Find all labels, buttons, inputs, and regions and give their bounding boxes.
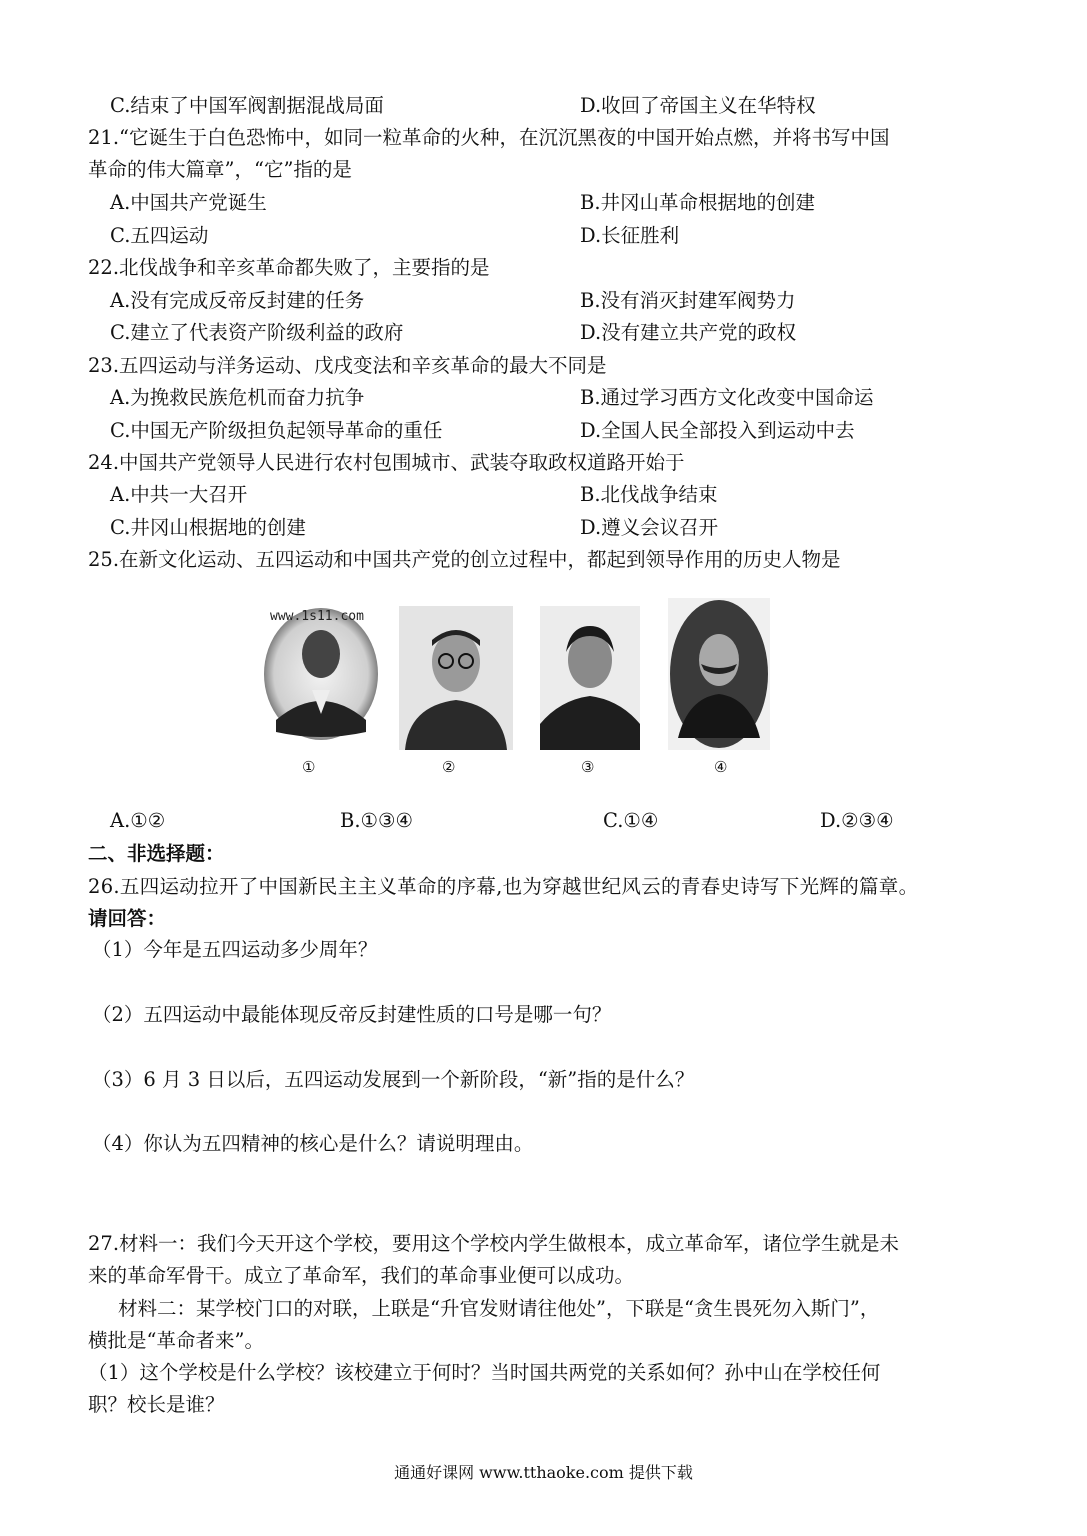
portrait-photo-2: [399, 606, 513, 750]
page-footer: 通通好课网 www.tthaoke.com 提供下载: [394, 1463, 693, 1482]
q24-option-a: A.中共一大召开: [110, 483, 248, 506]
q22-option-a: A.没有完成反帝反封建的任务: [110, 289, 365, 312]
q27-material1-line1: 27.材料一：我们今天开这个学校，要用这个学校内学生做根本，成立革命军，诸位学生就是未: [88, 1232, 900, 1255]
q22-option-c: C.建立了代表资产阶级利益的政府: [110, 321, 404, 344]
photo-label-4: ④: [714, 758, 728, 776]
q25-stem: 25.在新文化运动、五四运动和中国共产党的创立过程中，都起到领导作用的历史人物是: [88, 548, 841, 571]
q21-option-a: A.中国共产党诞生: [110, 191, 267, 214]
photo-label-1: ①: [302, 758, 316, 776]
q26-sub3: （3）6 月 3 日以后，五四运动发展到一个新阶段，“新”指的是什么？: [92, 1068, 695, 1091]
q23-stem: 23.五四运动与洋务运动、戊戌变法和辛亥革命的最大不同是: [88, 354, 607, 377]
q25-option-d: D.②③④: [820, 809, 894, 832]
q27-material2-line1: 材料二：某学校门口的对联，上联是“升官发财请往他处”，下联是“贪生畏死勿入斯门”，: [118, 1297, 880, 1320]
q27-material2-line2: 横批是“革命者来”。: [88, 1329, 264, 1352]
q24-option-b: B.北伐战争结束: [580, 483, 718, 506]
q24-option-d: D.遵义会议召开: [580, 516, 719, 539]
q20-option-c: C.结束了中国军阀割据混战局面: [110, 94, 384, 117]
photo-label-3: ③: [581, 758, 595, 776]
q22-option-d: D.没有建立共产党的政权: [580, 321, 797, 344]
q25-option-b: B.①③④: [340, 809, 413, 832]
portrait-2-image: [399, 606, 513, 750]
q23-option-c: C.中国无产阶级担负起领导革命的重任: [110, 419, 443, 442]
q27-sub1-line2: 职？校长是谁？: [88, 1393, 225, 1416]
portrait-4-image: [668, 598, 770, 750]
portrait-3-image: [540, 606, 640, 750]
q23-option-a: A.为挽救民族危机而奋力抗争: [110, 386, 365, 409]
photo-watermark: www.1s11.com: [270, 609, 364, 624]
q27-sub1-line1: （1）这个学校是什么学校？该校建立于何时？当时国共两党的关系如何？孙中山在学校任何: [88, 1361, 881, 1384]
q22-option-b: B.没有消灭封建军阀势力: [580, 289, 796, 312]
q21-option-d: D.长征胜利: [580, 224, 680, 247]
portrait-photo-3: [540, 606, 640, 750]
q23-option-d: D.全国人民全部投入到运动中去: [580, 419, 855, 442]
q26-sub2: （2）五四运动中最能体现反帝反封建性质的口号是哪一句？: [92, 1003, 612, 1026]
q26-sub1: （1）今年是五四运动多少周年？: [92, 938, 378, 961]
q21-stem-line1: 21.“它诞生于白色恐怖中，如同一粒革命的火种，在沉沉黑夜的中国开始点燃，并将书写中国: [88, 126, 890, 149]
portrait-photo-4: [668, 598, 770, 750]
q22-stem: 22.北伐战争和辛亥革命都失败了，主要指的是: [88, 256, 490, 279]
section-title-nonchoice: 二、非选择题：: [88, 842, 225, 865]
photo-label-2: ②: [442, 758, 456, 776]
q26-stem: 26.五四运动拉开了中国新民主主义革命的序幕,也为穿越世纪风云的青春史诗写下光辉的篇章。: [88, 875, 919, 898]
q21-option-b: B.井冈山革命根据地的创建: [580, 191, 816, 214]
q25-option-c: C.①④: [603, 809, 659, 832]
q24-option-c: C.井冈山根据地的创建: [110, 516, 306, 539]
q23-option-b: B.通过学习西方文化改变中国命运: [580, 386, 874, 409]
q27-material1-line2: 来的革命军骨干。成立了革命军，我们的革命事业便可以成功。: [88, 1264, 635, 1287]
q24-stem: 24.中国共产党领导人民进行农村包围城市、武装夺取政权道路开始于: [88, 451, 685, 474]
q20-option-d: D.收回了帝国主义在华特权: [580, 94, 816, 117]
q26-sub4: （4）你认为五四精神的核心是什么？请说明理由。: [92, 1132, 534, 1155]
q21-stem-line2: 革命的伟大篇章”，“它”指的是: [88, 158, 352, 181]
q21-option-c: C.五四运动: [110, 224, 209, 247]
q26-prompt: 请回答：: [88, 907, 167, 930]
q25-option-a: A.①②: [110, 809, 166, 832]
